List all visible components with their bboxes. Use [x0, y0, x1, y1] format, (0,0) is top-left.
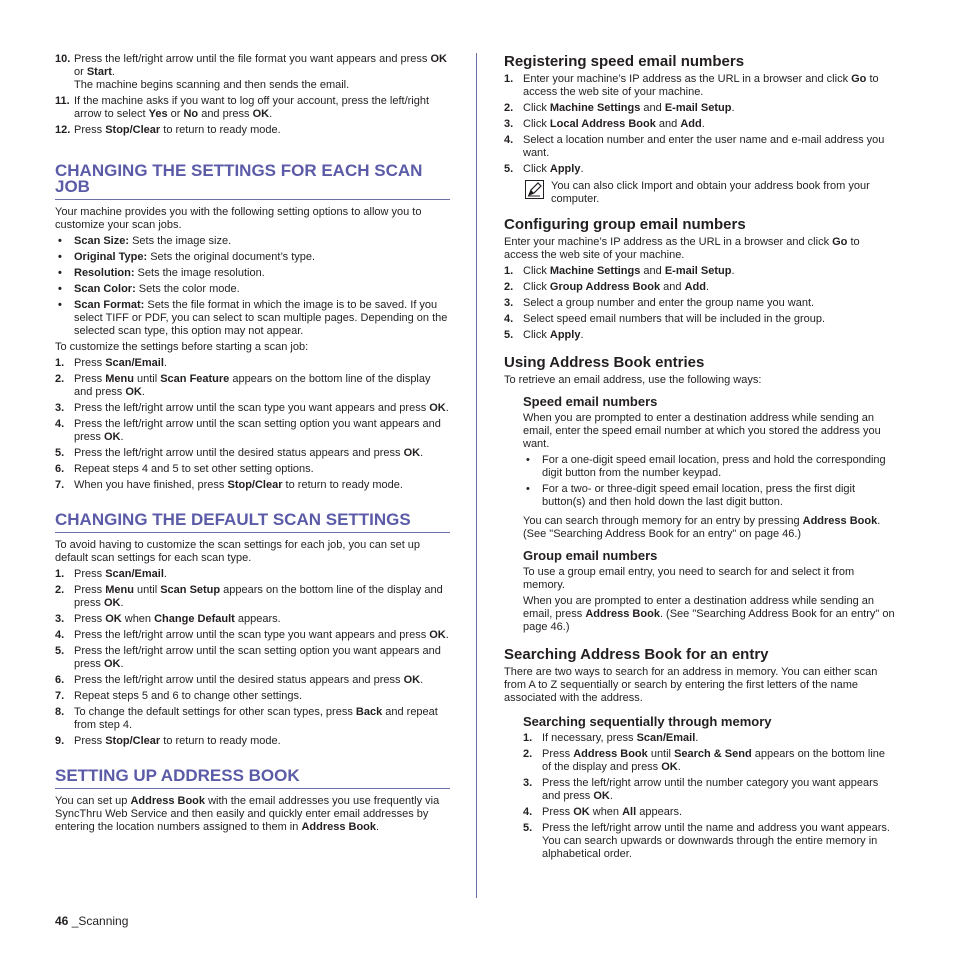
text-run: . [609, 790, 613, 802]
step-number: 2. [523, 748, 533, 760]
bold-term: E-mail Setup [664, 102, 732, 114]
search-steps [523, 732, 896, 861]
text-run: . [705, 281, 710, 293]
text-run: Click [523, 329, 550, 341]
step-number: 6. [55, 674, 65, 686]
bold-term: Stop/Clear [227, 479, 283, 491]
subheading-sequential-search: Searching sequentially through memory [523, 714, 772, 729]
text-run: until [133, 373, 161, 385]
text-run: . [141, 386, 145, 398]
bold-term: All [622, 806, 637, 818]
heading-search-address-book: Searching Address Book for an entry [504, 646, 769, 663]
speed-steps [504, 73, 896, 176]
scan-job-intro: Your machine provides you with the following setting options to allow you to customize your scan jobs. [55, 206, 422, 231]
text-run: Press [74, 613, 106, 625]
default-scan-steps [55, 568, 450, 748]
text-run: . [163, 568, 167, 580]
step-item [504, 163, 896, 176]
note-text: You can also click Import and obtain your address book from your computer. [551, 180, 870, 205]
default-scan-intro: To avoid having to customize the scan settings for each job, you can set up default scan settings for each scan type. [55, 539, 421, 564]
bold-term: OK [661, 761, 678, 773]
page-number: 46 [55, 914, 69, 928]
step-number: 11. [55, 95, 70, 107]
bold-term: Scan Setup [160, 584, 221, 596]
step-subtext: The machine begins scanning and then sends the email. [74, 79, 350, 91]
text-run: . [111, 66, 115, 78]
group-steps [504, 265, 896, 342]
step-item [55, 463, 450, 476]
bold-term: Scan Color: [74, 283, 136, 295]
text-run: When you have finished, press [74, 479, 228, 491]
column-divider [476, 53, 477, 898]
bold-term: Address Book [802, 515, 878, 527]
step-item [55, 95, 450, 121]
text-run: until [647, 748, 675, 760]
text-run: Sets the image resolution. [134, 267, 265, 279]
step-item [55, 447, 450, 460]
text-run: . [445, 402, 449, 414]
text-run: Repeat steps 4 and 5 to set other setting options. [74, 463, 314, 475]
scan-job-steps [55, 357, 450, 492]
bold-term: OK [403, 447, 421, 459]
text-run: Sets the image size. [129, 235, 232, 247]
bold-term: Back [355, 706, 383, 718]
step-item [523, 777, 896, 803]
bold-term: OK [593, 790, 610, 802]
text-run: Click [523, 265, 550, 277]
step-number: 5. [55, 447, 65, 459]
step-item [55, 645, 450, 671]
bold-term: No [183, 108, 199, 120]
bold-term: Scan/Email [636, 732, 696, 744]
option-bullet [55, 251, 450, 264]
bold-term: Address Book [585, 608, 660, 620]
bold-term: OK [429, 402, 446, 414]
bold-term: Go [832, 236, 848, 248]
step-number: 8. [55, 706, 65, 718]
step-item [504, 297, 896, 310]
bold-term: OK [103, 658, 121, 670]
text-run: Press the left/right arrow until the name and address you want appears. You can search upwards or downwards through the entire memory in alphabetical order. [542, 822, 890, 860]
scan-job-lead: To customize the settings before starting a scan job: [55, 341, 309, 353]
bold-term: Machine Settings [549, 265, 641, 277]
text-run: Press [74, 735, 106, 747]
bold-term: OK [103, 597, 121, 609]
bullet-icon: • [58, 299, 62, 311]
bold-term: Start [86, 66, 112, 78]
text-run: Press [74, 584, 106, 596]
bold-term: OK [430, 53, 447, 65]
step-number: 3. [504, 297, 514, 309]
bold-term: Resolution: [74, 267, 135, 279]
step-item [504, 102, 896, 115]
text-run: When you are prompted to enter a destination address while sending an email, press [523, 595, 874, 620]
bold-term: Menu [105, 584, 134, 596]
text-run: You can set up [55, 795, 131, 807]
text-run: . [269, 108, 273, 120]
bullet-icon: • [58, 251, 62, 263]
bold-term: E-mail Setup [664, 265, 732, 277]
step-item [55, 402, 450, 415]
bold-term: Address Book [130, 795, 206, 807]
text-run: Click [523, 281, 550, 293]
text-run: to access the web site of your machine. [504, 236, 860, 261]
text-run: . [120, 431, 124, 443]
text-run: Press the left/right arrow until the scan setting option you want appears and press [74, 645, 441, 670]
step-number: 1. [504, 265, 514, 277]
step-number: 5. [504, 163, 514, 175]
bold-term: Yes [148, 108, 168, 120]
bold-term: Stop/Clear [105, 735, 161, 747]
step-number: 4. [504, 313, 514, 325]
step-number: 10. [55, 53, 71, 65]
subheading-speed-email: Speed email numbers [523, 394, 658, 409]
text-run: If the machine asks if you want to log off your account, press the left/right arrow to select [74, 95, 430, 120]
bold-term: Change Default [154, 613, 235, 625]
footer-section: _Scanning [68, 914, 129, 928]
scan-options-list [55, 235, 450, 338]
bold-term: Apply [549, 329, 581, 341]
step-item [55, 584, 450, 610]
text-run: You can search through memory for an entry by pressing [523, 515, 803, 527]
speed-email-text: When you are prompted to enter a destination address while sending an email, enter the speed email number at which you stored the address you want. [523, 412, 881, 450]
heading-group-email: Configuring group email numbers [504, 216, 746, 233]
heading-register-speed: Registering speed email numbers [504, 53, 745, 70]
text-run: Sets the original document’s type. [147, 251, 316, 263]
step-number: 3. [55, 613, 65, 625]
text-run: appears on the bottom line of the display and press [74, 584, 443, 609]
text-run: For a two- or three-digit speed email location, press the first digit button(s) and then hold down the last digit button. [542, 483, 856, 508]
step-item [55, 53, 450, 92]
bold-term: Original Type: [74, 251, 148, 263]
bold-term: Menu [105, 373, 134, 385]
step-item [55, 568, 450, 581]
text-run: . [376, 821, 380, 833]
step-number: 4. [504, 134, 514, 146]
bold-term: Add [684, 281, 706, 293]
text-run: to return to ready mode. [160, 735, 281, 747]
step-number: 9. [55, 735, 65, 747]
text-run: Press [542, 748, 574, 760]
text-run: Enter your machine’s IP address as the URL in a browser and click [504, 236, 833, 248]
step-number: 1. [55, 357, 65, 369]
text-run: Press [74, 373, 106, 385]
option-bullet [55, 267, 450, 280]
text-run: when [589, 806, 623, 818]
text-run: to return to ready mode. [282, 479, 403, 491]
step-number: 2. [55, 584, 65, 596]
step-number: 5. [55, 645, 65, 657]
option-bullet [55, 235, 450, 248]
text-run: . [695, 732, 699, 744]
text-run: or [74, 66, 87, 78]
step-item [523, 748, 896, 774]
note-icon [525, 180, 544, 203]
step-number: 4. [523, 806, 533, 818]
text-run: . [420, 674, 424, 686]
bold-term: OK [105, 613, 122, 625]
text-run: . [163, 357, 167, 369]
bold-term: Search & Send [674, 748, 752, 760]
step-number: 6. [55, 463, 65, 475]
bold-term: Local Address Book [549, 118, 656, 130]
bullet-icon: • [526, 454, 530, 466]
bullet-icon: • [58, 235, 62, 247]
bold-term: Address Book [301, 821, 377, 833]
group-email-text2 [523, 595, 896, 634]
bold-term: Go [851, 73, 867, 85]
step-item [523, 732, 896, 745]
step-item [55, 357, 450, 370]
text-run: and repeat from step 4. [74, 706, 438, 731]
step-number: 5. [504, 329, 514, 341]
step-item [55, 479, 450, 492]
bold-term: OK [429, 629, 446, 641]
step-item [504, 134, 896, 160]
text-run: and [640, 265, 665, 277]
section-title-default-scan: CHANGING THE DEFAULT SCAN SETTINGS [55, 512, 450, 533]
step-item [55, 629, 450, 642]
step-number: 4. [55, 629, 65, 641]
text-run: appears on the bottom line of the display and press [74, 373, 431, 398]
text-run: Select a group number and enter the group name you want. [523, 297, 815, 309]
text-run: . [120, 658, 124, 670]
step-item [55, 674, 450, 687]
text-run: or [167, 108, 184, 120]
bold-term: Machine Settings [549, 102, 641, 114]
text-run: with the email addresses you use frequently via SyncThru Web Service and then easily and quickly enter email addresses by entering the location numbers assigned to them in [55, 795, 440, 833]
search-intro: There are two ways to search for an address in memory. You can either scan from A to Z sequentially or search by entering the first letters of the name associated with the address. [504, 666, 878, 704]
text-run: to access the web site of your machine. [523, 73, 879, 98]
step-number: 12. [55, 124, 71, 136]
section-title-address-book: SETTING UP ADDRESS BOOK [55, 768, 450, 789]
text-run: . [731, 265, 735, 277]
text-run: Repeat steps 5 and 6 to change other settings. [74, 690, 303, 702]
text-run: For a one-digit speed email location, press and hold the corresponding digit button from the number keypad. [542, 454, 886, 479]
subheading-group-email: Group email numbers [523, 548, 658, 563]
text-run: Select a location number and enter the user name and e-mail address you want. [523, 134, 885, 159]
text-run: Press the left/right arrow until the scan setting option you want appears and press [74, 418, 441, 443]
text-run: . [701, 118, 705, 130]
text-run: appears. [234, 613, 281, 625]
bold-term: OK [125, 386, 142, 398]
text-run: Press the left/right arrow until the desired status appears and press [74, 674, 404, 686]
text-run: Click [523, 118, 550, 130]
text-run: Click [523, 102, 550, 114]
bold-term: Scan/Email [105, 357, 164, 369]
bold-term: OK [103, 431, 121, 443]
bold-term: Address Book [573, 748, 648, 760]
text-run: Press [542, 806, 574, 818]
bullet-item [523, 454, 896, 480]
step-item [55, 124, 450, 137]
option-bullet [55, 299, 450, 338]
left-column [55, 53, 450, 837]
text-run: . (See "Searching Address Book for an entry" on page 46.) [523, 515, 881, 540]
bold-term: Apply [549, 163, 581, 175]
text-run: Enter your machine’s IP address as the URL in a browser and click [523, 73, 852, 85]
step-number: 7. [55, 690, 65, 702]
right-column [504, 53, 896, 864]
text-run: . [731, 102, 735, 114]
step-number: 3. [523, 777, 533, 789]
text-run: Press the left/right arrow until the scan type you want appears and press [74, 629, 430, 641]
step-number: 2. [504, 102, 514, 114]
group-email-text1: To use a group email entry, you need to search for and select it from memory. [523, 566, 855, 591]
page-footer [55, 915, 128, 928]
bold-term: Add [680, 118, 702, 130]
text-run: and [640, 102, 665, 114]
text-run: To change the default settings for other scan types, press [74, 706, 356, 718]
step-item [504, 265, 896, 278]
step-number: 1. [523, 732, 533, 744]
text-run: . [420, 447, 424, 459]
step-item [504, 329, 896, 342]
step-item [504, 281, 896, 294]
step-number: 3. [504, 118, 514, 130]
text-run: Press [74, 124, 106, 136]
heading-using-address-book: Using Address Book entries [504, 354, 705, 371]
step-item [55, 418, 450, 444]
text-run: and press [198, 108, 253, 120]
text-run: and [660, 281, 685, 293]
bold-term: OK [403, 674, 421, 686]
bold-term: Group Address Book [549, 281, 661, 293]
bullet-icon: • [58, 283, 62, 295]
step-number: 4. [55, 418, 65, 430]
text-run: Press [74, 568, 106, 580]
step-item [55, 373, 450, 399]
bullet-icon: • [58, 267, 62, 279]
step-item [55, 690, 450, 703]
text-run: and [655, 118, 681, 130]
text-run: appears on the bottom line of the display and press [542, 748, 886, 773]
step-number: 2. [55, 373, 65, 385]
address-book-intro [55, 795, 450, 834]
step-item [55, 613, 450, 626]
bold-term: Scan Format: [74, 299, 145, 311]
bullet-item [523, 483, 896, 509]
text-run: If necessary, press [542, 732, 637, 744]
text-run: . [445, 629, 449, 641]
step-number: 5. [523, 822, 533, 834]
text-run: when [121, 613, 155, 625]
text-run: . [677, 761, 681, 773]
text-run: Sets the file format in which the image is to be saved. If you select TIFF or PDF, you can select to scan multiple pages. Depending on the selected scan type, this option may not appear. [74, 299, 448, 337]
step-number: 7. [55, 479, 65, 491]
text-run: until [133, 584, 161, 596]
using-intro: To retrieve an email address, use the following ways: [504, 374, 762, 386]
text-run: Sets the color mode. [135, 283, 240, 295]
text-run: Click [523, 163, 550, 175]
bullet-icon: • [526, 483, 530, 495]
bold-term: Stop/Clear [105, 124, 161, 136]
step-number: 1. [55, 568, 65, 580]
step-item [504, 313, 896, 326]
text-run: . [580, 163, 584, 175]
text-run: . [580, 329, 584, 341]
text-run: to return to ready mode. [160, 124, 281, 136]
bold-term: OK [252, 108, 270, 120]
step-item [504, 73, 896, 99]
note-box [523, 180, 896, 206]
step-item [55, 706, 450, 732]
step-item [504, 118, 896, 131]
text-run: . (See "Searching Address Book for an entry" on page 46.) [523, 608, 895, 633]
top-steps [55, 53, 450, 137]
step-item [523, 806, 896, 819]
text-run: Press the left/right arrow until the number category you want appears and press [542, 777, 879, 802]
step-item [55, 735, 450, 748]
step-number: 1. [504, 73, 514, 85]
text-run: Press the left/right arrow until the scan type you want appears and press [74, 402, 430, 414]
text-run: . [120, 597, 124, 609]
step-number: 2. [504, 281, 514, 293]
bold-term: Scan Feature [160, 373, 230, 385]
speed-email-after [523, 515, 896, 541]
text-run: Press [74, 357, 106, 369]
speed-email-bullets [523, 454, 896, 509]
bold-term: Scan Size: [74, 235, 130, 247]
text-run: Select speed email numbers that will be included in the group. [523, 313, 826, 325]
text-run: appears. [636, 806, 683, 818]
text-run: Press the left/right arrow until the desired status appears and press [74, 447, 404, 459]
section-title-scan-job: CHANGING THE SETTINGS FOR EACH SCAN JOB [55, 163, 450, 200]
bold-term: Scan/Email [105, 568, 164, 580]
text-run: Press the left/right arrow until the file format you want appears and press [74, 53, 431, 65]
group-intro [504, 236, 896, 262]
step-number: 3. [55, 402, 65, 414]
bold-term: OK [573, 806, 590, 818]
option-bullet [55, 283, 450, 296]
step-item [523, 822, 896, 861]
